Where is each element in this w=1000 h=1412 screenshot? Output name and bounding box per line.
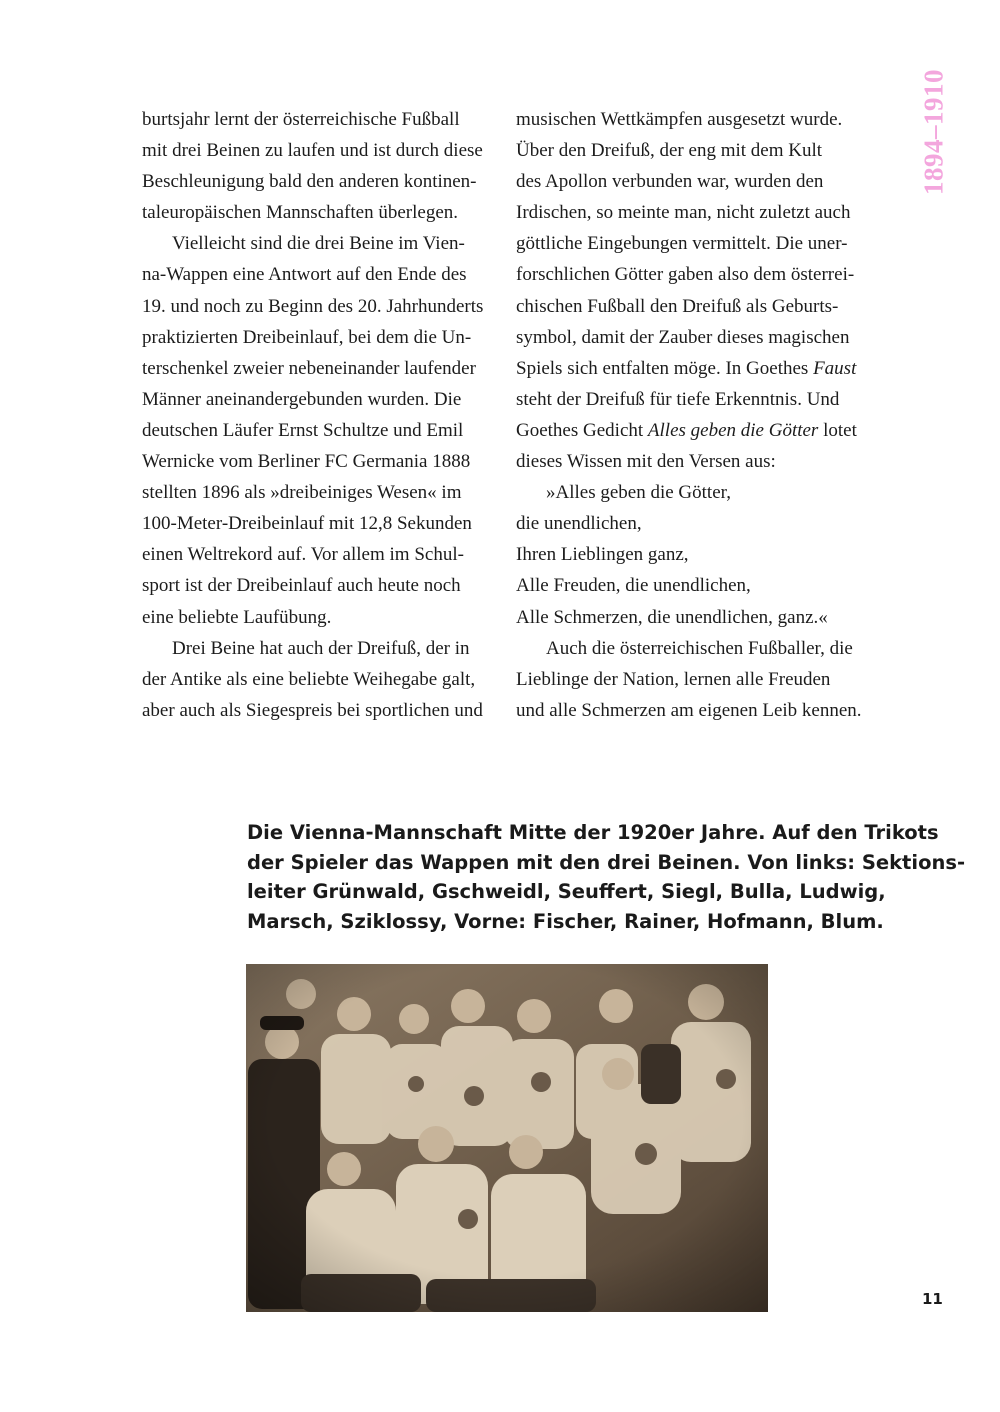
text-line: göttliche Eingebungen vermittelt. Die uner-	[516, 233, 848, 255]
caption-line: Die Vienna-Mannschaft Mitte der 1920er Jahre. Auf den Trikots	[247, 821, 939, 844]
text-segment: Goethes Gedicht	[516, 419, 648, 441]
text-line: steht der Dreifuß für tiefe Erkenntnis. Und	[516, 388, 840, 410]
running-head-years: 1894–1910	[918, 69, 949, 195]
page-number: 11	[922, 1290, 943, 1308]
poem-line: Alle Schmerzen, die unendlichen, ganz.«	[516, 606, 828, 628]
text-line: 19. und noch zu Beginn des 20. Jahrhunderts	[142, 295, 484, 317]
text-segment: lotet	[818, 419, 857, 441]
text-line: Irdischen, so meinte man, nicht zuletzt auch	[516, 202, 851, 224]
text-line: na-Wappen eine Antwort auf den Ende des	[142, 264, 467, 286]
text-column-left	[142, 104, 502, 726]
text-line: einen Weltrekord auf. Vor allem im Schul-	[142, 544, 464, 566]
text-line: symbol, damit der Zauber dieses magischen	[516, 326, 850, 348]
text-line: forschlichen Götter gaben also dem österrei-	[516, 264, 855, 286]
work-title-poem: Alles geben die Götter	[647, 419, 819, 441]
work-title-faust: Faust	[813, 357, 857, 379]
text-column-right	[516, 104, 876, 726]
caption-line: der Spieler das Wappen mit den drei Beinen. Von links: Sektions-	[247, 850, 966, 874]
text-line: 100-Meter-Dreibeinlauf mit 12,8 Sekunden	[142, 513, 472, 535]
text-line	[516, 415, 876, 446]
text-line: des Apollon verbunden war, wurden den	[516, 171, 824, 193]
poem-line: »Alles geben die Götter,	[546, 482, 731, 504]
text-line: Lieblinge der Nation, lernen alle Freuden	[516, 668, 831, 690]
team-photo-image	[246, 964, 768, 1312]
text-line: stellten 1896 als »dreibeiniges Wesen« im	[142, 482, 462, 504]
text-line: musischen Wettkämpfen ausgesetzt wurde.	[516, 109, 843, 130]
text-line: aber auch als Siegespreis bei sportlichen und	[142, 699, 483, 721]
text-line: burtsjahr lernt der österreichische Fußball	[142, 109, 460, 130]
text-line: der Antike als eine beliebte Weihegabe galt,	[142, 668, 476, 690]
text-line: eine beliebte Laufübung.	[142, 606, 332, 628]
team-photo	[246, 964, 768, 1312]
text-line: Auch die österreichischen Fußballer, die	[546, 637, 853, 659]
text-line: Beschleunigung bald den anderen kontinen-	[142, 171, 477, 193]
text-line: terschenkel zweier nebeneinander laufender	[142, 357, 476, 379]
text-line: Über den Dreifuß, der eng mit dem Kult	[516, 140, 823, 162]
text-line: chischen Fußball den Dreifuß als Geburts-	[516, 295, 839, 317]
text-segment: Spiels sich entfalten möge. In Goethes	[516, 357, 814, 379]
text-line: Männer aneinandergebunden wurden. Die	[142, 388, 462, 410]
text-line: mit drei Beinen zu laufen und ist durch diese	[142, 140, 483, 162]
running-head	[914, 62, 954, 202]
poem-line: Alle Freuden, die unendlichen,	[516, 575, 751, 597]
text-line: und alle Schmerzen am eigenen Leib kennen.	[516, 699, 862, 721]
text-line	[516, 353, 876, 384]
photo-caption	[247, 818, 966, 936]
text-line: Wernicke vom Berliner FC Germania 1888	[142, 451, 471, 473]
text-line: praktizierten Dreibeinlauf, bei dem die Un-	[142, 326, 472, 348]
poem-line: die unendlichen,	[516, 513, 642, 535]
text-line: deutschen Läufer Ernst Schultze und Emil	[142, 419, 464, 441]
text-line: Drei Beine hat auch der Dreifuß, der in	[172, 637, 470, 659]
caption-line: Marsch, Sziklossy, Vorne: Fischer, Rainer, Hofmann, Blum.	[247, 909, 884, 933]
text-line: Vielleicht sind die drei Beine im Vien-	[172, 233, 465, 255]
text-line: sport ist der Dreibeinlauf auch heute noch	[142, 575, 461, 597]
text-line: dieses Wissen mit den Versen aus:	[516, 451, 776, 473]
poem-line: Ihren Lieblingen ganz,	[516, 544, 689, 566]
text-line: taleuropäischen Mannschaften überlegen.	[142, 202, 459, 224]
caption-line: leiter Grünwald, Gschweidl, Seuffert, Siegl, Bulla, Ludwig,	[247, 880, 886, 903]
